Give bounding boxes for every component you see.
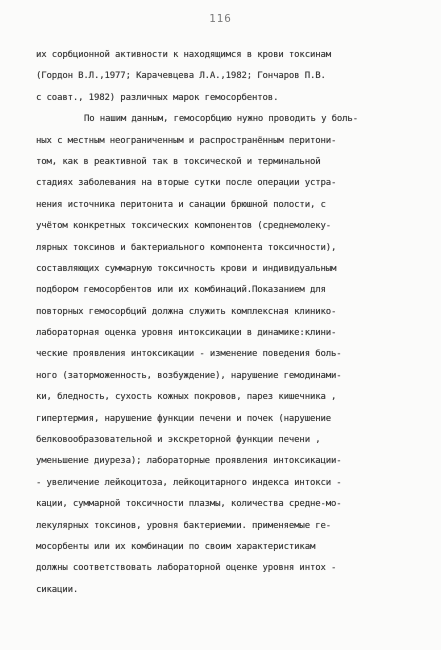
text-line: их сорбционной активности к находящимся в крови токсинам bbox=[36, 50, 332, 60]
text-line: ческие проявления интоксикации - изменение поведения боль- bbox=[36, 349, 342, 360]
text-line: составляющих суммарную токсичность крови и индивидуальным bbox=[36, 263, 337, 274]
text-line: стадиях заболевания на вторые сутки после операции устра- bbox=[36, 178, 337, 189]
text-line: нения источника перитонита и санации брюшной полости, с bbox=[36, 199, 326, 210]
text-line: сикации. bbox=[36, 584, 79, 595]
text-line: ки, бледность, сухость кожных покровов, парез кишечника , bbox=[36, 392, 337, 403]
text-line: ного (заторможенность, возбуждение), нарушение гемодинами- bbox=[36, 370, 342, 381]
text-line: должны соответствовать лабораторной оценке уровня интох - bbox=[36, 563, 337, 574]
text-line: уменьшение диуреза); лабораторные проявления интоксикации- bbox=[36, 456, 342, 467]
text-line: повторных гемосорбций должна служить комплексная клинико- bbox=[36, 306, 337, 317]
text-line: учётом конкретных токсических компонентов (среднемолеку- bbox=[36, 221, 332, 232]
body-text bbox=[36, 45, 406, 601]
paragraph-first-line: По нашим данным, гемосорбцию нужно проводить у боль- bbox=[84, 114, 358, 125]
text-line: подбором гемосорбентов или их комбинаций.Показанием для bbox=[36, 285, 326, 296]
text-line: ных с местным неограниченным и распространённым перитони- bbox=[36, 135, 337, 146]
text-line: лабораторная оценка уровня интоксикации в динамике:клини- bbox=[36, 328, 337, 339]
text-line: гипертермия, нарушение функции печени и почек (нарушение bbox=[36, 413, 332, 424]
text-line: лекулярных токсинов, уровня бактериемии. применяемые ге- bbox=[36, 520, 332, 531]
text-line: мосорбенты или их комбинации по своим характеристикам bbox=[36, 541, 316, 552]
text-line: белковообразовательной и экскреторной функции печени , bbox=[36, 435, 321, 446]
text-line: том, как в реактивной так в токсической и терминальной bbox=[36, 156, 321, 167]
text-line: лярных токсинов и бактериального компонента токсичности), bbox=[36, 242, 337, 253]
text-line: с соавт., 1982) различных марок гемосорбентов. bbox=[36, 92, 279, 103]
text-line: (Гордон В.Л.,1977; Карачевцева Л.А.,1982; Гончаров П.В. bbox=[36, 71, 326, 82]
text-line: - увеличение лейкоцитоза, лейкоцитарного индекса интокси - bbox=[36, 477, 342, 488]
page-number: 116 bbox=[209, 12, 232, 25]
text-line: кации, суммарной токсичности плазмы, количества средне-мо- bbox=[36, 499, 342, 510]
